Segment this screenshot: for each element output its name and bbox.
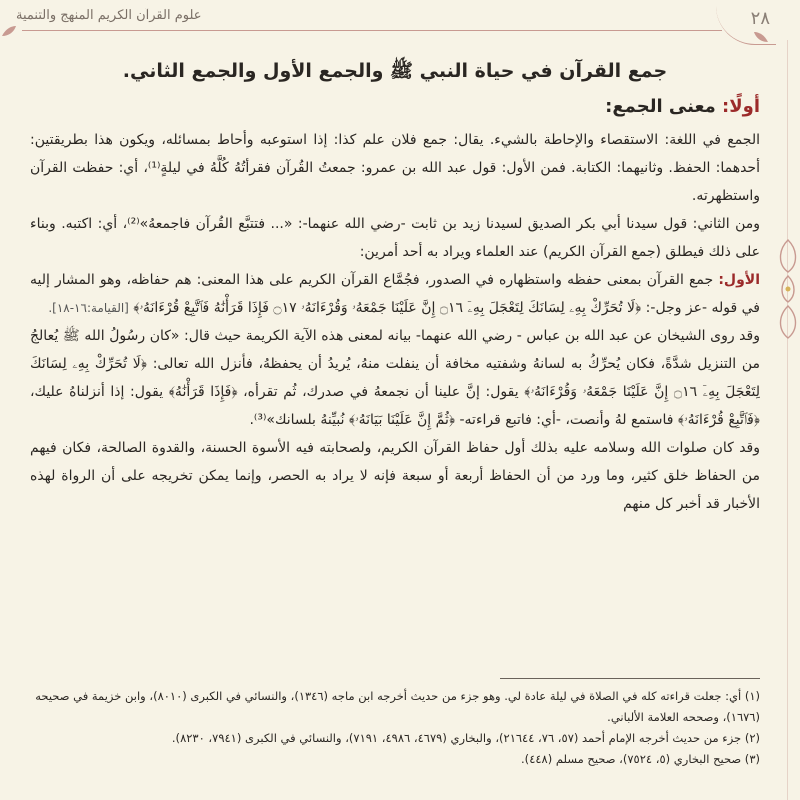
leaf-icon [752, 28, 770, 46]
chapter-title: جمع القرآن في حياة النبي ﷺ والجمع الأول والجمع الثاني. [122, 60, 668, 82]
first-sense-text: جمع القرآن بمعنى حفظه واستظهاره في الصدور، فجُمَّاع القرآن الكريم على هذا المعنى: هم حفاظه، وهو المشار إليه في قوله -عز وجل-: [30, 272, 760, 316]
page-content [30, 56, 760, 518]
quran-verse: ﴿لَا تُحَرِّكْ بِهِۦ لِسَانَكَ لِتَعْجَلَ بِهِۦٓ ۝١٦ إِنَّ عَلَيْنَا جَمْعَهُۥ وَقُرْءَانَهُۥ ۝١٧ فَإِذَا قَرَأْنَٰهُ فَٱتَّبِعْ قُرْءَانَهُۥ﴾ [133, 300, 642, 316]
book-title: علوم القرآن الكريم المنهج والتنمية [16, 8, 202, 23]
page-number-frame [716, 6, 776, 45]
verse-reference: [القيامة:١٦-١٨]. [48, 301, 129, 315]
header-rule [22, 30, 722, 31]
paragraph-conclusion: وقد كان صلوات الله وسلامه عليه بذلك أول حفاظ القرآن الكريم، ولصحابته فيه الأسوة الحسنة، والقدوة الصالحة، فكان فيهم من الحفاظ خلق كثير، وما ورد من أن الحفاظ أربعة أو سبعة فإنه لا يراد به الحصر، وإنما يمكن تخريجه على أن الرواة لهذه الأخبار قد أخبر كل منهم [30, 440, 760, 512]
footnotes [30, 686, 760, 770]
paragraph-definition: الجمع في اللغة: الاستقصاء والإحاطة بالشيء. يقال: جمع فلان علم كذا: إذا استوعبه وأحاط بمسائله، ويكون هذا بطريقتين: أحدهما: الحفظ. وثانيهما: الكتابة. فمن الأول: قول عبد الله بن عمرو: جمعتُ القُرآن فقرأتُهُ كُلَّهُ في ليلةٍ⁽¹⁾، أي: حفظت القرآن واستظهرته. [30, 132, 760, 204]
footnote-2: (٢) جزء من حديث أخرجه الإمام أحمد (٥٧، ٧٦، ٢١٦٤٤)، والبخاري (٤٦٧٩، ٤٩٨٦، ٧١٩١)، والنسائي في الكبرى (٧٩٤١، ٨٢٣٠). [171, 731, 760, 745]
paragraph-first-sense [30, 266, 760, 322]
leaf-icon [0, 22, 18, 40]
section-label: أولًا: [722, 96, 760, 117]
first-sense-label: الأول: [718, 272, 760, 288]
footnote-3: (٣) صحيح البخاري (٥، ٧٥٢٤)، صحيح مسلم (٤٤٨). [521, 752, 760, 766]
footnote-1: (١) أي: جعلت قراءته كله في الصلاة في ليلة عادة لي. وهو جزء من حديث أخرجه ابن ماجه (١٣٤٦)، والنسائي في الكبرى (٨٠١٠)، وابن خزيمة في صحيحه (١٦٧٦)، وصححه العلامة الألباني. [35, 689, 760, 724]
page-number: ٢٨ [750, 8, 770, 29]
section-heading [30, 92, 760, 122]
paragraph-hadith: وقد روى الشيخان عن عبد الله بن عباس - رضي الله عنهما- بيانه لمعنى هذه الآية الكريمة حيث قال: «كان رسُولُ الله ﷺ يُعالجُ من التنزيل شدَّةً، فكان يُحرِّكُ به لسانهُ وشفتيه مخافة أن ينفلت منهُ، يُريدُ أن يحفظهُ، فأنزل الله تعالى: ﴿لَا تُحَرِّكْ بِهِۦ لِسَانَكَ لِتَعْجَلَ بِهِۦٓ ۝١٦ إِنَّ عَلَيْنَا جَمْعَهُۥ وَقُرْءَانَهُۥ﴾ يقول: إنَّ علينا أن نجمعهُ في صدرك، ثُم تقرأه، ﴿فَإِذَا قَرَأْنَٰهُ﴾ يقول: إذا أنزلناهُ عليك، ﴿فَٱتَّبِعْ قُرْءَانَهُۥ﴾ فاستمع لهُ وأنصت، -أي: فاتبع قراءته- ﴿ثُمَّ إِنَّ عَلَيْنَا بَيَانَهُۥ﴾ نُبيِّنهُ بلسانك»⁽³⁾. [30, 328, 760, 428]
footnote-rule [500, 678, 760, 679]
page-header [0, 0, 800, 48]
paragraph-second-meaning: ومن الثاني: قول سيدنا أبي بكر الصديق لسيدنا زيد بن ثابت -رضي الله عنهما-: «... فتتبَّع القُرآن فاجمعهُ»⁽²⁾، أي: اكتبه. وبناء على ذلك فيطلق (جمع القرآن الكريم) عند العلماء ويراد به أحد أمرين: [30, 216, 760, 260]
section-title: معنى الجمع: [605, 96, 716, 117]
floral-border-icon [776, 40, 800, 800]
